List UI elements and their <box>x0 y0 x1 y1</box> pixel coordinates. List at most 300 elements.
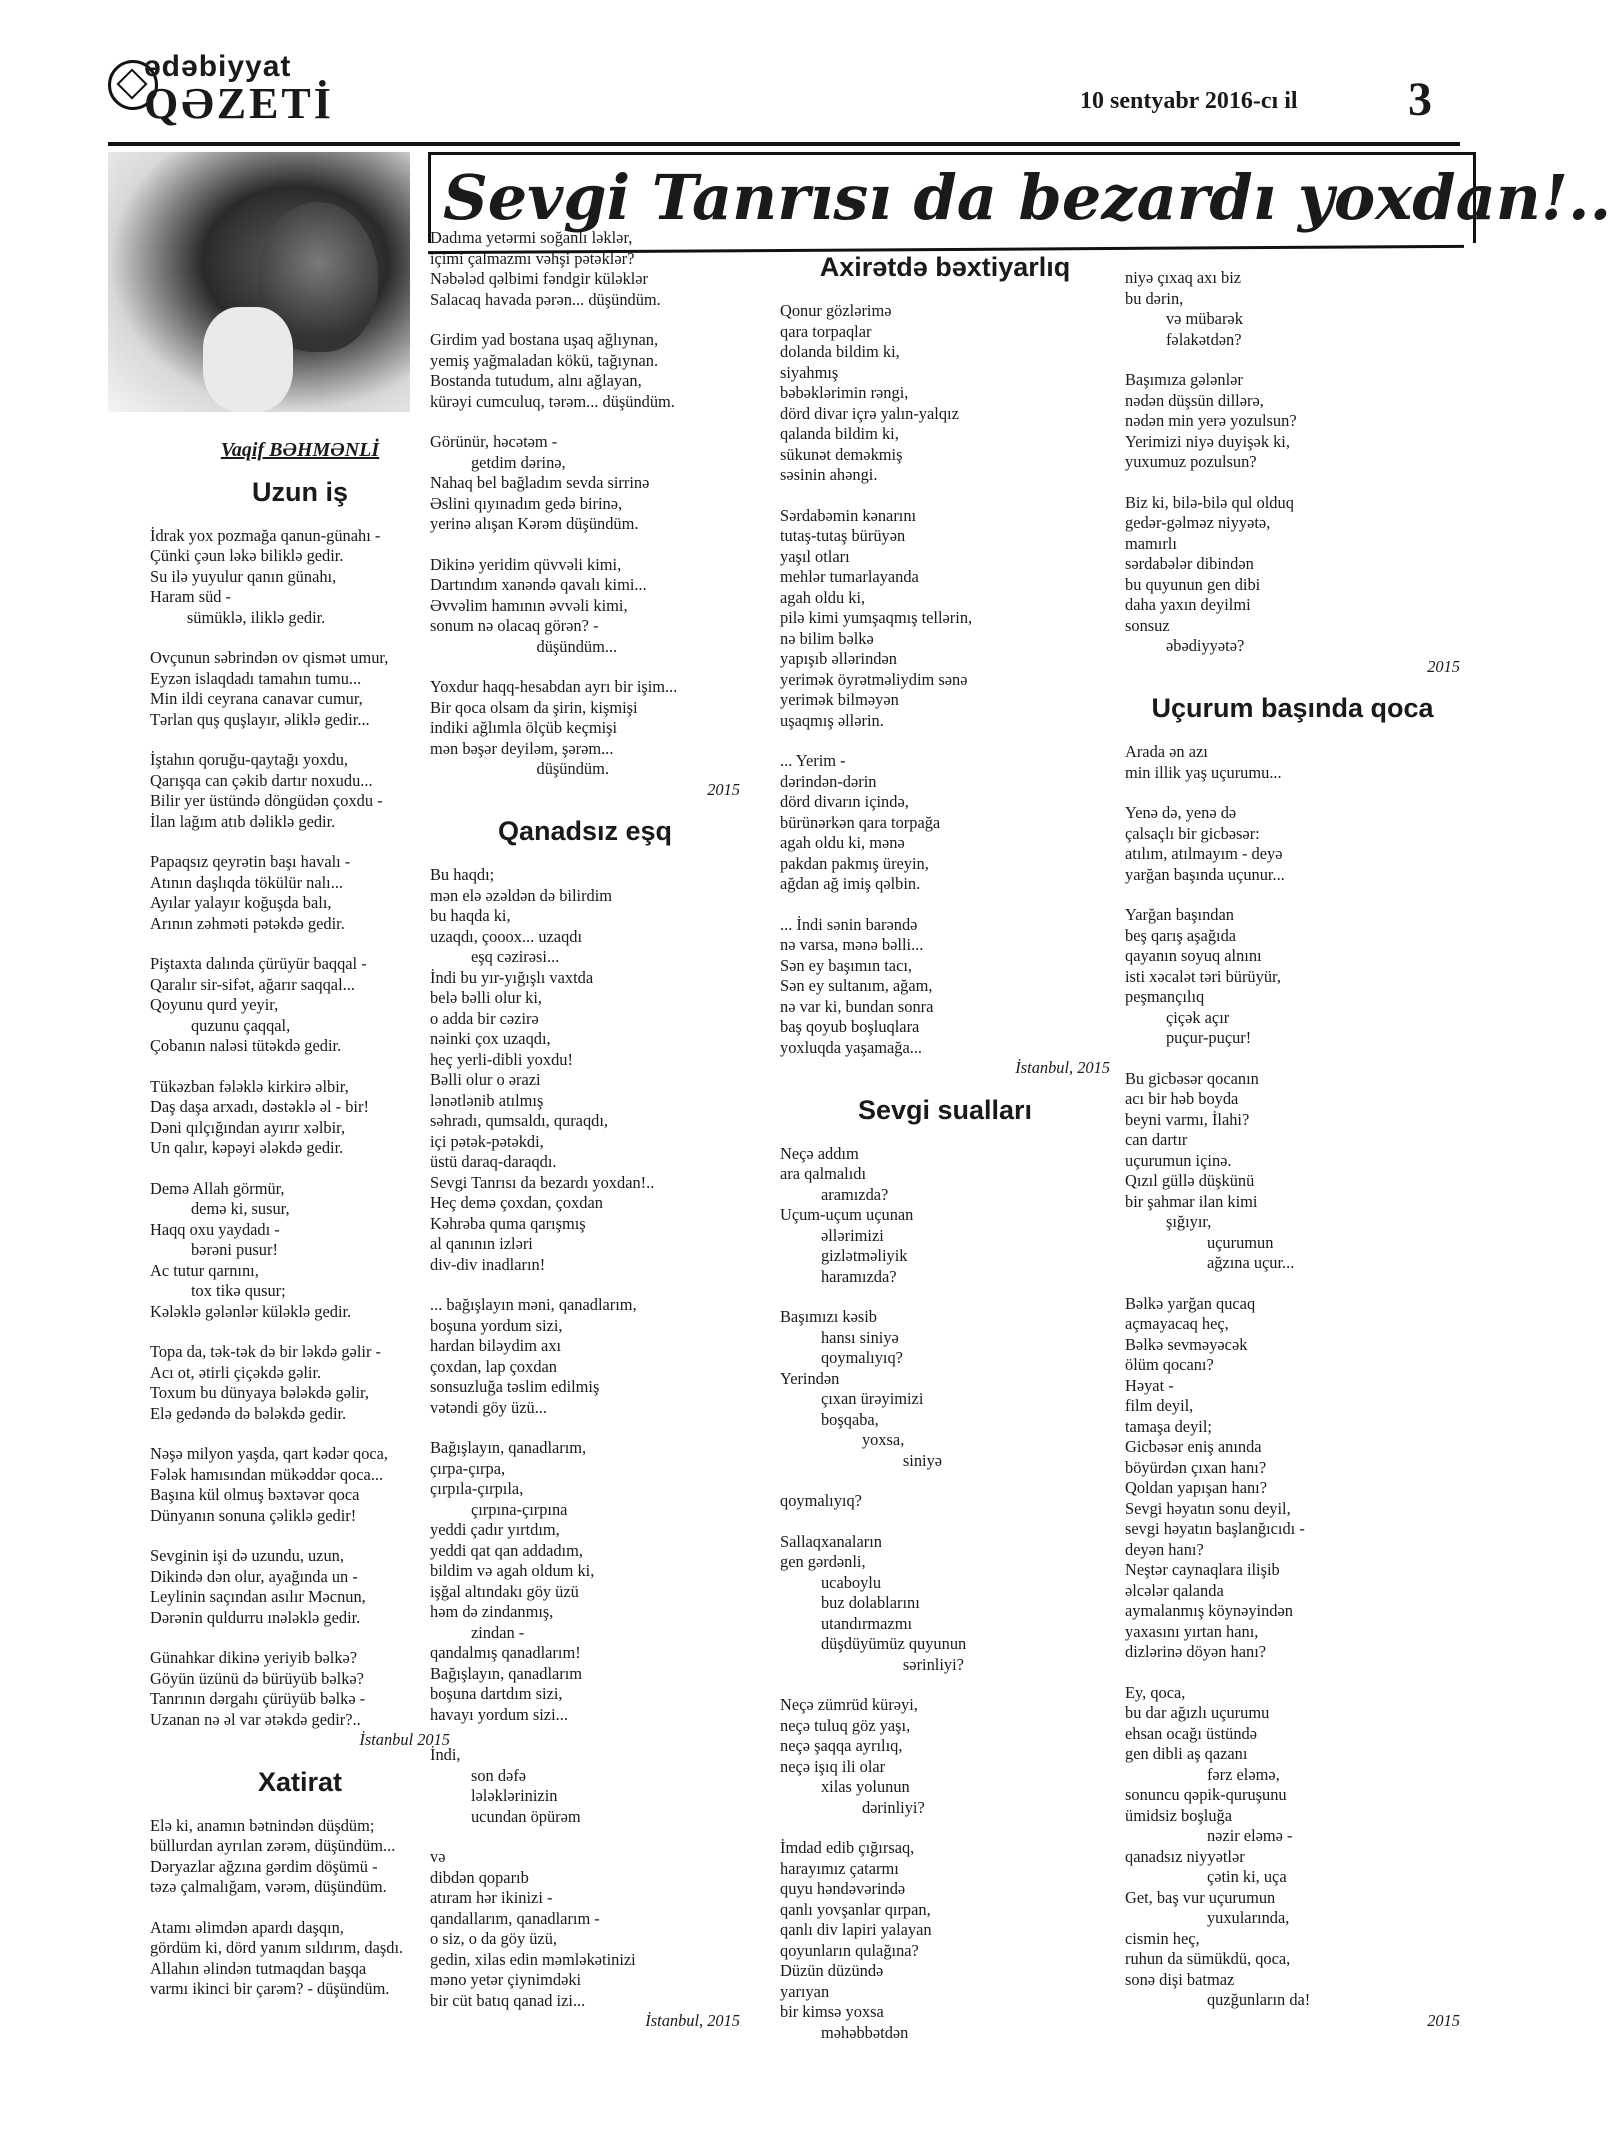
poem-title-xatirat: Xatirat <box>257 1766 343 1797</box>
poem-line: uçurumun <box>1125 1232 1274 1252</box>
poem-body-uzun-is <box>150 526 450 1731</box>
author-name: Vaqif BƏHMƏNLİ <box>220 439 380 461</box>
column-3 <box>780 252 1110 2043</box>
author-photo <box>108 152 410 412</box>
stanza-gap <box>150 1159 450 1179</box>
poem-line: çırpıla-çırpıla, <box>430 1479 524 1498</box>
poem-line: ağdan ağ imiş qəlbin. <box>780 874 921 893</box>
poem-line: dizlərinə döyən hanı? <box>1125 1642 1267 1661</box>
poem-line: qandallarım, qanadlarım - <box>430 1908 600 1928</box>
poem-line: Eyzən islaqdadı tamahın tumu... <box>150 668 362 688</box>
poem-line: içi pətək-pətəkdi, <box>430 1131 544 1151</box>
poem-line: bir şahmar ilan kimi <box>1125 1191 1258 1211</box>
poem-line: peşmançılıq <box>1125 987 1205 1006</box>
column-2 <box>430 228 740 2032</box>
poem-line: vətəndi göy üzü... <box>430 1397 547 1417</box>
poem-line: yapışıb əllərindən <box>780 649 897 668</box>
poem-date: İstanbul, 2015 <box>1015 1058 1110 1077</box>
poem-line: Arının zəhməti pətəkdə gedir. <box>150 913 345 933</box>
poem-line: sonsuz <box>1125 615 1170 635</box>
poem-line: Sevginin işi də uzundu, uzun, <box>150 1546 344 1565</box>
poem-line: Bəlkə sevməyəcək <box>1125 1334 1248 1354</box>
stanza-gap <box>150 730 450 750</box>
poem-line: yuxumuz pozulsun? <box>1125 452 1257 471</box>
poem-line: aymalanmış köynəyindən <box>1125 1601 1293 1620</box>
stanza-gap <box>1125 885 1460 905</box>
poem-line: gizlətməliyik <box>780 1246 908 1265</box>
poem-date: İstanbul 2015 <box>359 1730 450 1749</box>
poem-line: sərinliyi? <box>780 1654 964 1674</box>
poem-line: Əvvəlim hamının əvvəli kimi, <box>430 595 628 615</box>
poem-line: sonsuzluğa təslim edilmiş <box>430 1377 600 1396</box>
poem-line: gedin, xilas edin məmləkətinizi <box>430 1949 636 1969</box>
poem-line: beş qarış aşağıda <box>1125 925 1237 945</box>
poem-line: havayı yordum sizi... <box>430 1704 568 1724</box>
poem-line: demə ki, susur, <box>150 1199 290 1218</box>
poem-line: Arada ən azı <box>1125 742 1208 761</box>
poem-line: ölüm qocanı? <box>1125 1355 1214 1374</box>
stanza-gap <box>780 1675 1110 1695</box>
poem-line: atıram hər ikinizi - <box>430 1888 553 1907</box>
poem-line: hardan biləydim axı <box>430 1336 562 1355</box>
poem-line: acı bir həb boyda <box>1125 1089 1239 1108</box>
poem-line: fərz eləmə, <box>1125 1764 1280 1784</box>
poem-line: büllurdan ayrılan zərəm, düşündüm... <box>150 1836 396 1855</box>
poem-body-sevgi-suallari <box>780 1144 1110 2044</box>
poem-line: Sallaqxanaların <box>780 1531 882 1551</box>
poem-line: gen dibli aş qazanı <box>1125 1744 1248 1763</box>
poem-line: Qızıl güllə düşkünü <box>1125 1171 1255 1190</box>
poem-line: Yerimizi niyə duyişək ki, <box>1125 431 1290 451</box>
poem-line: Tükəzban fələklə kirkirə əlbir, <box>150 1076 349 1096</box>
poem-line: Nəşə milyon yaşda, qart kədər qoca, <box>150 1444 389 1463</box>
poem-title-sevgi-suallari: Sevgi sualları <box>857 1094 1033 1125</box>
poem-line: bürünərkən qara torpağa <box>780 812 941 832</box>
poem-line: nə var ki, bundan sonra <box>780 996 934 1016</box>
poem-line: İştahın qoruğu-qaytağı yoxdu, <box>150 750 349 769</box>
poem-line: Qaralır sir-sifət, ağarır saqqal... <box>150 974 355 994</box>
poem-line: nə bilim bəlkə <box>780 628 874 648</box>
poem-line: deyən hanı? <box>1125 1539 1204 1559</box>
poem-line: tutaş-tutaş bürüyən <box>780 526 906 545</box>
poem-line: Nəbələd qəlbimi fəndgir küləklər <box>430 269 649 288</box>
stanza-gap <box>430 412 740 432</box>
poem-line: varmı ikinci bir çarəm? - düşündüm. <box>150 1979 390 1998</box>
stanza-gap <box>780 1471 1110 1491</box>
poem-line: al qanının izləri <box>430 1234 533 1253</box>
poem-line: Haram süd - <box>150 587 232 606</box>
poem-line: Sən ey sultanım, ağam, <box>780 976 933 995</box>
poem-line: Qarışqa can çəkib dartır noxudu... <box>150 770 373 790</box>
poem-line: nəinki çox uzaqdı, <box>430 1029 551 1048</box>
poem-line: getdim dərinə, <box>430 452 566 472</box>
poem-line: Fələk hamısından mükəddər qoca... <box>150 1464 384 1484</box>
poem-line: eşq cəzirəsi... <box>430 947 560 966</box>
stanza-gap <box>780 895 1110 915</box>
poem-line: yeddi qat qan addadım, <box>430 1540 583 1560</box>
poem-line: ... bağışlayın məni, qanadlarım, <box>430 1295 637 1314</box>
poem-line: məno yetər çiynimdəki <box>430 1970 582 1989</box>
masthead-line2: QƏZETİ <box>144 79 334 128</box>
poem-line: Bilir yer üstündə döngüdən çoxdu - <box>150 791 383 810</box>
poem-line: Leylinin saçından asılır Məcnun, <box>150 1587 366 1606</box>
poem-line: İdrak yox pozmağa qanun-günahı - <box>150 525 381 545</box>
poem-line: baş qoyub boşluqlara <box>780 1017 920 1036</box>
poem-line: Bu haqdı; <box>430 865 495 884</box>
poem-line: harayımız çatarmı <box>780 1858 899 1878</box>
poem-line: mən elə əzəldən də bilirdim <box>430 885 613 905</box>
poem-line: açmayacaq heç, <box>1125 1314 1229 1333</box>
stanza-gap <box>150 1898 450 1918</box>
poem-line: haramızda? <box>780 1266 897 1286</box>
poem-line: yerimək öyrətməliydim sənə <box>780 669 968 689</box>
poem-line: agah oldu ki, <box>780 587 866 607</box>
poem-line: Neçə addım <box>780 1143 859 1163</box>
stanza-gap <box>780 486 1110 506</box>
stanza-gap <box>430 1275 740 1295</box>
poem-line: Göyün üzünü də bürüyüb bəlkə? <box>150 1668 364 1688</box>
poem-line: nədən min yerə yozulsun? <box>1125 411 1297 430</box>
poem-line: neçə şaqqa ayrılıq, <box>780 1736 903 1755</box>
poem-line: isti xəcalət təri bürüyür, <box>1125 966 1281 986</box>
poem-line: yoxsa, <box>780 1430 905 1449</box>
poem-line: Başına kül olmuş bəxtəvər qoca <box>150 1485 360 1504</box>
column-1 <box>150 440 450 2000</box>
poem-line: Yenə də, yenə də <box>1125 803 1237 822</box>
poem-title-ucurum: Uçurum başında qoca <box>1151 693 1434 723</box>
poem-line: nə varsa, mənə bəlli... <box>780 935 924 954</box>
stanza-gap <box>150 1526 450 1546</box>
poem-line: Dərənin quldurru ınələklə gedir. <box>150 1607 361 1627</box>
poem-line: uşaqmış əllərin. <box>780 710 884 730</box>
poem-line: gen gərdənli, <box>780 1552 866 1571</box>
poem-line: Su ilə yuyulur qanın günahı, <box>150 566 337 586</box>
poem-title-uzun-is: Uzun iş <box>251 476 348 507</box>
poem-line: yoxluqda yaşamağa... <box>780 1037 923 1057</box>
poem-line: Dəni qılçığından ayırır xəlbir, <box>150 1117 346 1137</box>
poem-line: Ayılar yalayır koğuşda balı, <box>150 893 332 912</box>
poem-line: sonə dişi batmaz <box>1125 1969 1235 1989</box>
poem-line: ucaboylu <box>780 1572 882 1592</box>
poem-line: qanlı yovşanlar qırpan, <box>780 1899 931 1919</box>
poem-line: Gicbəsər eniş anında <box>1125 1437 1262 1456</box>
stanza-gap <box>1125 1663 1460 1683</box>
poem-line: Tərlan quş quşlayır, əliklə gedir... <box>150 709 370 729</box>
poem-line: Piştaxta dalında çürüyür baqqal - <box>150 954 367 973</box>
stanza-gap <box>150 1057 450 1077</box>
poem-line: əbədiyyətə? <box>1125 636 1245 655</box>
poem-line: çırpına-çırpına <box>430 1499 568 1519</box>
stanza-gap <box>150 1628 450 1648</box>
poem-line: mehlər tumarlayanda <box>780 567 919 586</box>
poem-line: sonum nə olacaq görən? - <box>430 616 599 635</box>
poem-line: Sən ey başımın tacı, <box>780 955 913 975</box>
poem-line: Sevgi həyatın sonu deyil, <box>1125 1498 1291 1518</box>
issue-date: 10 sentyabr 2016-cı il <box>1080 88 1298 114</box>
poem-line: Başımıza gələnlər <box>1125 370 1243 389</box>
poem-line: Dikində dən olur, ayağında un - <box>150 1566 358 1586</box>
stanza-gap <box>150 934 450 954</box>
poem-line: mamırlı <box>1125 533 1177 553</box>
poem-line: Topa da, tək-tək də bir ləkdə gəlir - <box>150 1342 381 1361</box>
poem-line: Sevgi Tanrısı da bezardı yoxdan!.. <box>430 1172 655 1192</box>
poem-line: Toxum bu dünyaya bələkdə gəlir, <box>150 1383 369 1402</box>
poem-line: Demə Allah görmür, <box>150 1178 285 1198</box>
stanza-gap <box>150 628 450 648</box>
stanza-gap <box>780 731 1110 751</box>
poem-line: bu haqda ki, <box>430 906 511 925</box>
stanza-gap <box>1125 350 1460 370</box>
poem-line: üstü daraq-daraqdı. <box>430 1152 557 1171</box>
poem-line: içimi çalmazmı vəhşi pətəklər? <box>430 248 635 268</box>
poem-line: quyu həndəvərində <box>780 1879 906 1898</box>
poem-line: utandırmazmı <box>780 1613 913 1633</box>
poem-line: Dəryazlar ağzına gərdim döşümü - <box>150 1856 378 1876</box>
poem-line: çətin ki, uça <box>1125 1867 1287 1886</box>
stanza-gap <box>430 1827 740 1847</box>
poem-line: yarıyan <box>780 1981 830 2001</box>
poem-line: beyni varmı, İlahi? <box>1125 1109 1250 1129</box>
poem-line: cismin heç, <box>1125 1928 1200 1948</box>
poem-line: Qoyunu qurd yeyir, <box>150 995 279 1014</box>
poem-line: hansı siniyə <box>780 1327 899 1347</box>
poem-line: ruhun da sümükdü, qoca, <box>1125 1949 1291 1968</box>
poem-body-xatirat <box>150 1816 450 2000</box>
poem-line: Get, baş vur uçurumun <box>1125 1887 1276 1907</box>
page-number: 3 <box>1408 73 1432 126</box>
poem-line: Qonur gözlərimə <box>780 301 892 320</box>
poem-line: dibdən qoparıb <box>430 1867 529 1887</box>
poem-line: Neçə zümrüd kürəyi, <box>780 1695 918 1714</box>
poem-line: şığıyır, <box>1125 1212 1212 1231</box>
poem-line: bir kimsə yoxsa <box>780 2002 884 2021</box>
poem-line: zindan - <box>430 1622 525 1642</box>
poem-line: boşuna yordum sizi, <box>430 1315 563 1335</box>
poem-line: sümüklə, iliklə gedir. <box>150 607 326 627</box>
poem-line: Acı ot, ətirli çiçəkdə gəlir. <box>150 1362 322 1382</box>
headline: Sevgi Tanrısı da bezardı yoxdan!.. <box>428 152 1476 243</box>
poem-line: ara qalmalıdı <box>780 1164 867 1183</box>
poem-line: qandalmış qanadlarım! <box>430 1643 581 1662</box>
poem-date: İstanbul, 2015 <box>645 2011 740 2030</box>
poem-line: buz dolablarını <box>780 1593 920 1612</box>
poem-date: 2015 <box>707 779 740 799</box>
header-rule <box>108 142 1460 146</box>
poem-line: agah oldu ki, mənə <box>780 833 905 852</box>
newspaper-masthead <box>108 50 334 128</box>
poem-line: sonuncu qəpik-quruşunu <box>1125 1785 1287 1804</box>
poem-line: düşündüm... <box>430 636 618 656</box>
poem-line: düşündüm. <box>430 759 609 778</box>
poem-line: daha yaxın deyilmi <box>1125 595 1251 614</box>
poem-line: film deyil, <box>1125 1396 1194 1415</box>
poem-line: sərdabələr dibindən <box>1125 554 1254 573</box>
poem-line: dörd divarın içində, <box>780 792 909 811</box>
poem-line: boşqaba, <box>780 1409 879 1429</box>
stanza-gap <box>1125 1049 1460 1069</box>
poem-line: təzə çalmalığam, vərəm, düşündüm. <box>150 1877 387 1896</box>
poem-line: Ey, qoca, <box>1125 1682 1186 1702</box>
poem-line: nəzir eləmə - <box>1125 1826 1293 1845</box>
poem-line: böyürdən çıxan hanı? <box>1125 1457 1267 1477</box>
poem-body-ucurum <box>1125 742 1460 2011</box>
stanza-gap <box>780 1818 1110 1838</box>
masthead-line1: ədəbiyyat <box>144 50 292 83</box>
poem-line: ucundan öpürəm <box>430 1806 581 1826</box>
poem-line: Haqq oxu yaydadı - <box>150 1219 280 1239</box>
poem-line: neçə tuluq göz yaşı, <box>780 1715 911 1735</box>
poem-line: Yerindən <box>780 1368 840 1388</box>
poem-line: qalanda bildim ki, <box>780 424 899 443</box>
poem-line: gördüm ki, dörd yanım sıldırım, daşdı. <box>150 1938 404 1957</box>
poem-line: dörd divar içrə yalın-yalqız <box>780 403 959 423</box>
poem-line: o siz, o da göy üzü, <box>430 1929 558 1948</box>
poem-line: Ovçunun səbrindən ov qismət umur, <box>150 648 389 667</box>
poem-line: Bəlkə yarğan qucaq <box>1125 1293 1256 1313</box>
poem-line: Un qalır, kəpəyi ələkdə gedir. <box>150 1138 344 1157</box>
poem-line: Atının daşlıqda tökülür nalı... <box>150 872 344 892</box>
poem-line: Kəhrəba quma qarışmış <box>430 1213 586 1233</box>
poem-line: xilas yolunun <box>780 1777 910 1796</box>
poem-line: Atamı əlimdən apardı daşqın, <box>150 1917 344 1937</box>
poem-line: quzğunların da! <box>1125 1990 1311 2009</box>
poem-title-qanadsiz-esq: Qanadsız eşq <box>497 816 673 846</box>
poem-line: kürəyi cumculuq, tərəm... düşündüm. <box>430 391 675 411</box>
poem-line: siyahmış <box>780 362 839 382</box>
poem-line: Dünyanın sonuna çəliklə gedir! <box>150 1505 357 1525</box>
poem-line: qara torpaqlar <box>780 321 872 341</box>
poem-line: div-div inadların! <box>430 1254 546 1274</box>
stanza-gap <box>430 1725 740 1745</box>
poem-line: çırpa-çırpa, <box>430 1458 506 1478</box>
poem-line: lələklərinizin <box>430 1786 558 1805</box>
poem-line: İndi, <box>430 1745 461 1764</box>
poem-line: Dartındım xanəndə qavalı kimi... <box>430 575 647 594</box>
poem-line: və mübarək <box>1125 309 1243 328</box>
poem-line: can dartır <box>1125 1130 1188 1149</box>
poem-line: Günahkar dikinə yeriyib bəlkə? <box>150 1648 358 1667</box>
poem-line: bu quyunun gen dibi <box>1125 574 1261 594</box>
poem-line: Əslini qıyınadım gedə birinə, <box>430 493 623 513</box>
poem-line: siniyə <box>780 1450 943 1470</box>
poem-line: yaşıl otları <box>780 546 850 566</box>
poem-date: 2015 <box>1427 656 1460 676</box>
poem-line: neçə işıq ili olar <box>780 1756 886 1776</box>
poem-line: yeddi çadır yırtdım, <box>430 1520 560 1539</box>
stanza-gap <box>1125 783 1460 803</box>
poem-body-continuation <box>1125 268 1460 657</box>
poem-line: lənətlənib atılmış <box>430 1090 544 1110</box>
stanza-gap <box>150 1322 450 1342</box>
poem-line: sükunət deməkmiş <box>780 444 903 464</box>
poem-line: Görünür, həcətəm - <box>430 432 558 451</box>
poem-line: ağzına uçur... <box>1125 1253 1295 1272</box>
poem-line: uzaqdı, çooox... uzaqdı <box>430 926 583 946</box>
stanza-gap <box>430 310 740 330</box>
poem-line: düşdüyümüz quyunun <box>780 1634 967 1653</box>
poem-line: yerimək bilməyən <box>780 690 899 709</box>
poem-line: fəlakətdən? <box>1125 329 1242 349</box>
poem-line: Yoxdur haqq-hesabdan ayrı bir işim... <box>430 677 678 696</box>
poem-line: səhradı, qumsaldı, quraqdı, <box>430 1111 608 1130</box>
poem-line: Ac tutur qarnını, <box>150 1260 259 1280</box>
poem-line: Dadıma yetərmi soğanlı ləklər, <box>430 228 633 247</box>
poem-line: Bağışlayın, qanadlarım, <box>430 1438 587 1457</box>
poem-title-axiretde: Axirətdə bəxtiyarlıq <box>819 252 1071 282</box>
poem-line: Başımızı kəsib <box>780 1307 877 1326</box>
poem-line: puçur-puçur! <box>1125 1028 1252 1047</box>
poem-line: İlan lağım atıb dəliklə gedir. <box>150 811 336 831</box>
poem-line: bəbəklərimin rəngi, <box>780 383 909 402</box>
poem-line: indiki ağlımla ölçüb keçmişi <box>430 718 618 737</box>
poem-line: pakdan pakmış üreyin, <box>780 853 929 873</box>
poem-line: çoxdan, lap çoxdan <box>430 1356 557 1376</box>
poem-line: qanadsız niyyətlər <box>1125 1846 1245 1866</box>
poem-line: əllərimizi <box>780 1225 884 1245</box>
poem-line: həm də zindanmış, <box>430 1602 554 1621</box>
poem-line: sevgi həyatın başlanğıcıdı - <box>1125 1519 1305 1538</box>
poem-line: Həyat - <box>1125 1375 1174 1395</box>
stanza-gap <box>780 1287 1110 1307</box>
poem-line: Salacaq havada pərən... düşündüm. <box>430 289 661 309</box>
poem-line: heç yerli-dibli yoxdu! <box>430 1049 573 1069</box>
stanza-gap <box>780 1512 1110 1532</box>
poem-line: Nahaq bel bağladım sevda sirrinə <box>430 473 650 492</box>
poem-line: qoymalıyıq? <box>780 1348 903 1367</box>
poem-line: pilə kimi yumşaqmış tellərin, <box>780 608 973 627</box>
poem-line: dərindən-dərin <box>780 771 877 791</box>
poem-line: qoymalıyıq? <box>780 1491 862 1510</box>
poem-line: nədən düşsün dillərə, <box>1125 390 1264 410</box>
poem-body-continuation <box>430 228 740 780</box>
poem-line: çiçək açır <box>1125 1007 1230 1027</box>
poem-line: gedər-gəlməz niyyətə, <box>1125 513 1271 532</box>
poem-line: boşuna dartdım sizi, <box>430 1684 563 1703</box>
poem-line: dərinliyi? <box>780 1797 925 1817</box>
poem-line: Kələklə gələnlər küləklə gedir. <box>150 1301 352 1321</box>
poem-line: bu dar ağızlı uçurumu <box>1125 1703 1270 1722</box>
poem-line: qanlı div lapiri yalayan <box>780 1920 932 1939</box>
poem-line: yuxularında, <box>1125 1908 1290 1927</box>
poem-line: yaxasını yırtan hanı, <box>1125 1621 1259 1641</box>
poem-line: Neştər caynaqlara ilişib <box>1125 1560 1280 1579</box>
stanza-gap <box>150 1424 450 1444</box>
poem-line: işğal altındakı göy üzü <box>430 1581 579 1601</box>
poem-line: bu dərin, <box>1125 288 1184 308</box>
poem-line: Sərdabəmin kənarını <box>780 505 917 525</box>
poem-line: uçurumun içinə. <box>1125 1150 1232 1170</box>
poem-line: ... Yerim - <box>780 751 846 770</box>
poem-line: belə bəlli olur ki, <box>430 988 542 1007</box>
poem-line: Çünki çəun ləkə biliklə gedir. <box>150 546 344 565</box>
poem-body-qanadsiz-esq <box>430 865 740 2011</box>
poem-line: qoyunların qulağına? <box>780 1940 919 1960</box>
poem-line: Girdim yad bostana uşaq ağlıynan, <box>430 330 659 349</box>
poem-line: Tanrının dərgahı çürüyüb bəlkə - <box>150 1689 366 1708</box>
poem-line: ehsan ocağı üstündə <box>1125 1723 1257 1743</box>
stanza-gap <box>430 657 740 677</box>
poem-line: aramızda? <box>780 1184 889 1204</box>
stanza-gap <box>1125 1274 1460 1294</box>
stanza-gap <box>430 535 740 555</box>
poem-line: İndi bu yır-yığışlı vaxtda <box>430 967 594 987</box>
poem-line: İmdad edib çığırsaq, <box>780 1838 915 1857</box>
poem-line: Düzün düzündə <box>780 1961 884 1980</box>
stanza-gap <box>150 832 450 852</box>
poem-line: Çobanın naləsi tütəkdə gedir. <box>150 1036 342 1055</box>
poem-line: min illik yaş uçurumu... <box>1125 762 1282 782</box>
stanza-gap <box>1125 473 1460 493</box>
